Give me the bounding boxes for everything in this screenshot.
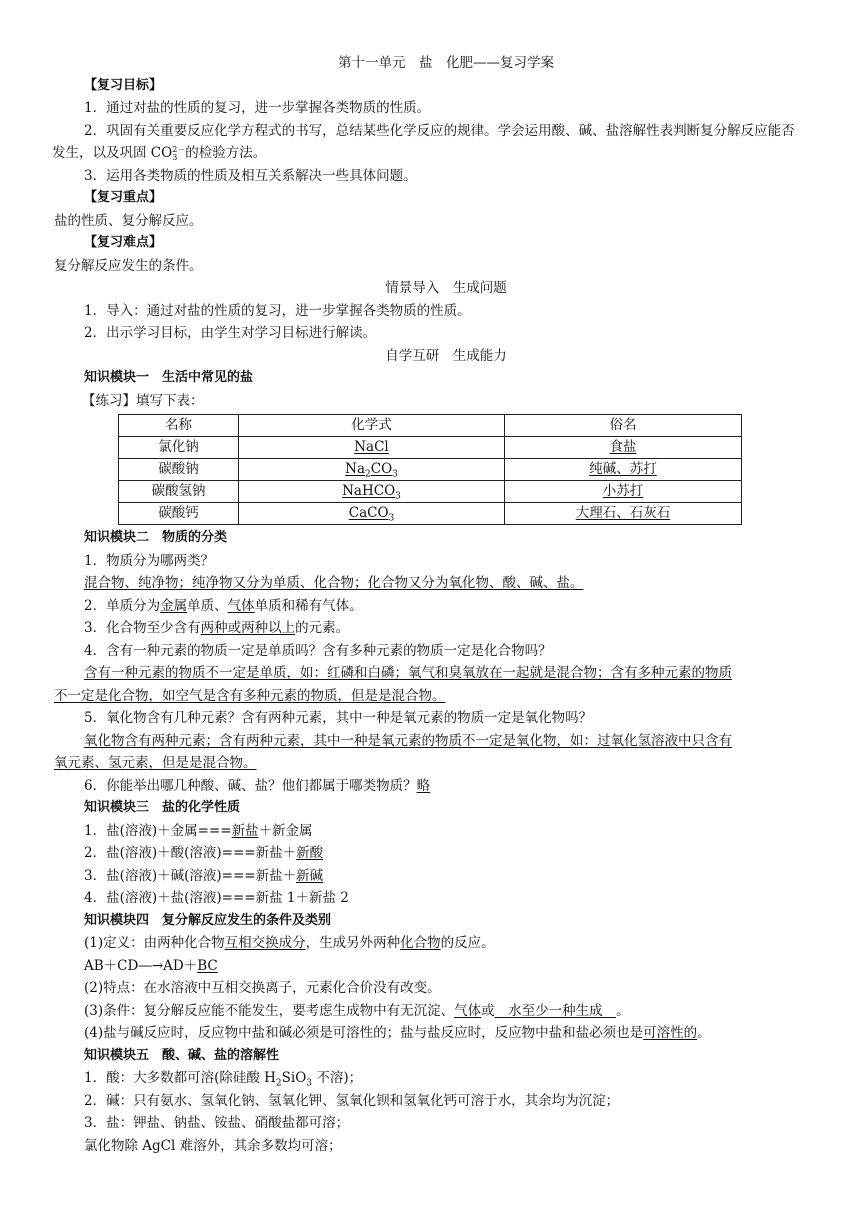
question-4: 4．含有一种元素的物质一定是单质吗？含有多种元素的物质一定是化合物吗？	[84, 642, 552, 659]
goals-heading: 【复习目标】	[84, 77, 163, 93]
question-2: 2．单质分为金属单质、气体单质和稀有气体。	[84, 597, 363, 614]
module1-heading: 知识模块一 生活中常见的盐	[84, 370, 254, 385]
key-text: 盐的性质、复分解反应。	[54, 212, 203, 229]
solubility-salt: 3．盐：钾盐、钠盐、铵盐、硝酸盐都可溶；	[84, 1115, 350, 1131]
property-3: 3．盐(溶液)＋碱(溶液)===新盐＋新碱	[84, 867, 324, 884]
header-formula: 化学式	[239, 415, 505, 437]
solubility-acid: 1．酸：大多数都可溶(除硅酸 $H_2SiO_3$ 不溶)；	[84, 1070, 363, 1089]
property-1: 1．盐(溶液)＋金属===新盐＋新金属	[84, 822, 313, 839]
general-equation: AB＋CD―→AD＋BC	[84, 957, 218, 974]
page-title: 第十一单元 盐 化肥——复习学案	[338, 55, 554, 71]
goal-item-1: 1．通过对盐的性质的复习，进一步掌握各类物质的性质。	[84, 100, 431, 116]
question-5: 5．氧化物含有几种元素？含有两种元素，其中一种是氧元素的物质一定是氧化物吗？	[84, 710, 593, 726]
practice-label: 【练习】填写下表：	[82, 392, 204, 409]
question-1: 1．物质分为哪两类？	[84, 552, 215, 569]
property-2: 2．盐(溶液)＋酸(溶液)===新盐＋新酸	[84, 845, 324, 861]
condition-line: (3)条件：复分解反应能不能发生，要考虑生成物中有无沉淀、气体或 水至少一种生成 。	[84, 1002, 630, 1019]
module2-heading: 知识模块二 物质的分类	[84, 530, 228, 545]
solubility-base: 2．碱：只有氨水、氢氧化钠、氢氧化钾、氢氧化钡和氢氧化钙可溶于水，其余均为沉淀；	[84, 1092, 620, 1109]
property-4: 4．盐(溶液)＋盐(溶液)===新盐 1＋新盐 2	[84, 890, 349, 906]
intro-item-2: 2．出示学习目标，由学生对学习目标进行解读。	[84, 325, 377, 341]
key-heading: 【复习重点】	[84, 190, 163, 205]
goal-item-2: 2．巩固有关重要反应化学方程式的书写，总结某些化学反应的规律。学会运用酸、碱、盐溶解性表判断复分解反应能否发生，以及巩固 CO 2－ 3 的检验方法。	[52, 122, 795, 162]
module4-heading: 知识模块四 复分解反应发生的条件及类别	[84, 912, 332, 928]
module3-heading: 知识模块三 盐的化学性质	[84, 800, 241, 815]
goal-item-3: 3．运用各类物质的性质及相互关系解决一些具体问题。	[84, 167, 417, 184]
feature-line: (2)特点：在水溶液中互相交换离子，元素化合价没有改变。	[84, 980, 441, 996]
table-row: 碳酸钙 CaCO$_3$ 大理石、石灰石	[119, 503, 742, 525]
answer-1: 混合物、纯净物；纯净物又分为单质、化合物；化合物又分为氧化物、酸、碱、盐。	[84, 575, 584, 591]
answer-4-line-2: 不一定是化合物，如空气是含有多种元素的物质，但是是混合物。	[54, 687, 446, 704]
answer-5-line-1: 氧化物含有两种元素；含有两种元素，其中一种是氧元素的物质不一定是氧化物，如：过氧化氢溶液中只含有	[84, 732, 732, 749]
header-common: 俗名	[505, 415, 742, 437]
definition-line: (1)定义：由两种化合物互相交换成分，生成另外两种化合物的反应。	[84, 935, 495, 951]
solubility-chloride: 氯化物除 AgCl 难溶外，其余多数均可溶；	[84, 1137, 342, 1154]
hard-heading: 【复习难点】	[84, 235, 163, 250]
header-name: 名称	[119, 415, 239, 437]
intro-item-1: 1．导入：通过对盐的性质的复习，进一步掌握各类物质的性质。	[84, 302, 471, 319]
question-6: 6．你能举出哪几种酸、碱、盐？他们都属于哪类物质？略	[84, 777, 431, 794]
answer-4-line-1: 含有一种元素的物质不一定是单质，如：红磷和白磷；氧气和臭氧放在一起就是混合物；含有多种元素的物质	[84, 665, 732, 681]
reaction-requirement-line: (4)盐与碱反应时，反应物中盐和碱必须是可溶性的；盐与盐反应时，反应物中盐和盐必须也是可溶性的。	[84, 1025, 711, 1041]
module5-heading: 知识模块五 酸、碱、盐的溶解性	[84, 1047, 280, 1063]
intro-heading: 情景导入 生成问题	[385, 280, 507, 296]
table-row: 碳酸钠 $Na_2CO_3$ 纯碱、苏打	[119, 459, 742, 481]
table-header-row	[119, 415, 742, 437]
salt-table	[118, 414, 742, 525]
answer-5-line-2: 氧元素、氢元素，但是是混合物。	[54, 755, 257, 771]
table-row: 碳酸氢钠 NaHCO$_3$ 小苏打	[119, 481, 742, 503]
carbonate-ion: CO 2－ 3	[150, 144, 186, 162]
table-row: 氯化钠 NaCl 食盐	[119, 437, 742, 459]
question-3: 3．化合物至少含有两种或两种以上的元素。	[84, 620, 350, 636]
hard-text: 复分解反应发生的条件。	[54, 257, 203, 274]
selfstudy-heading: 自学互研 生成能力	[385, 347, 507, 364]
